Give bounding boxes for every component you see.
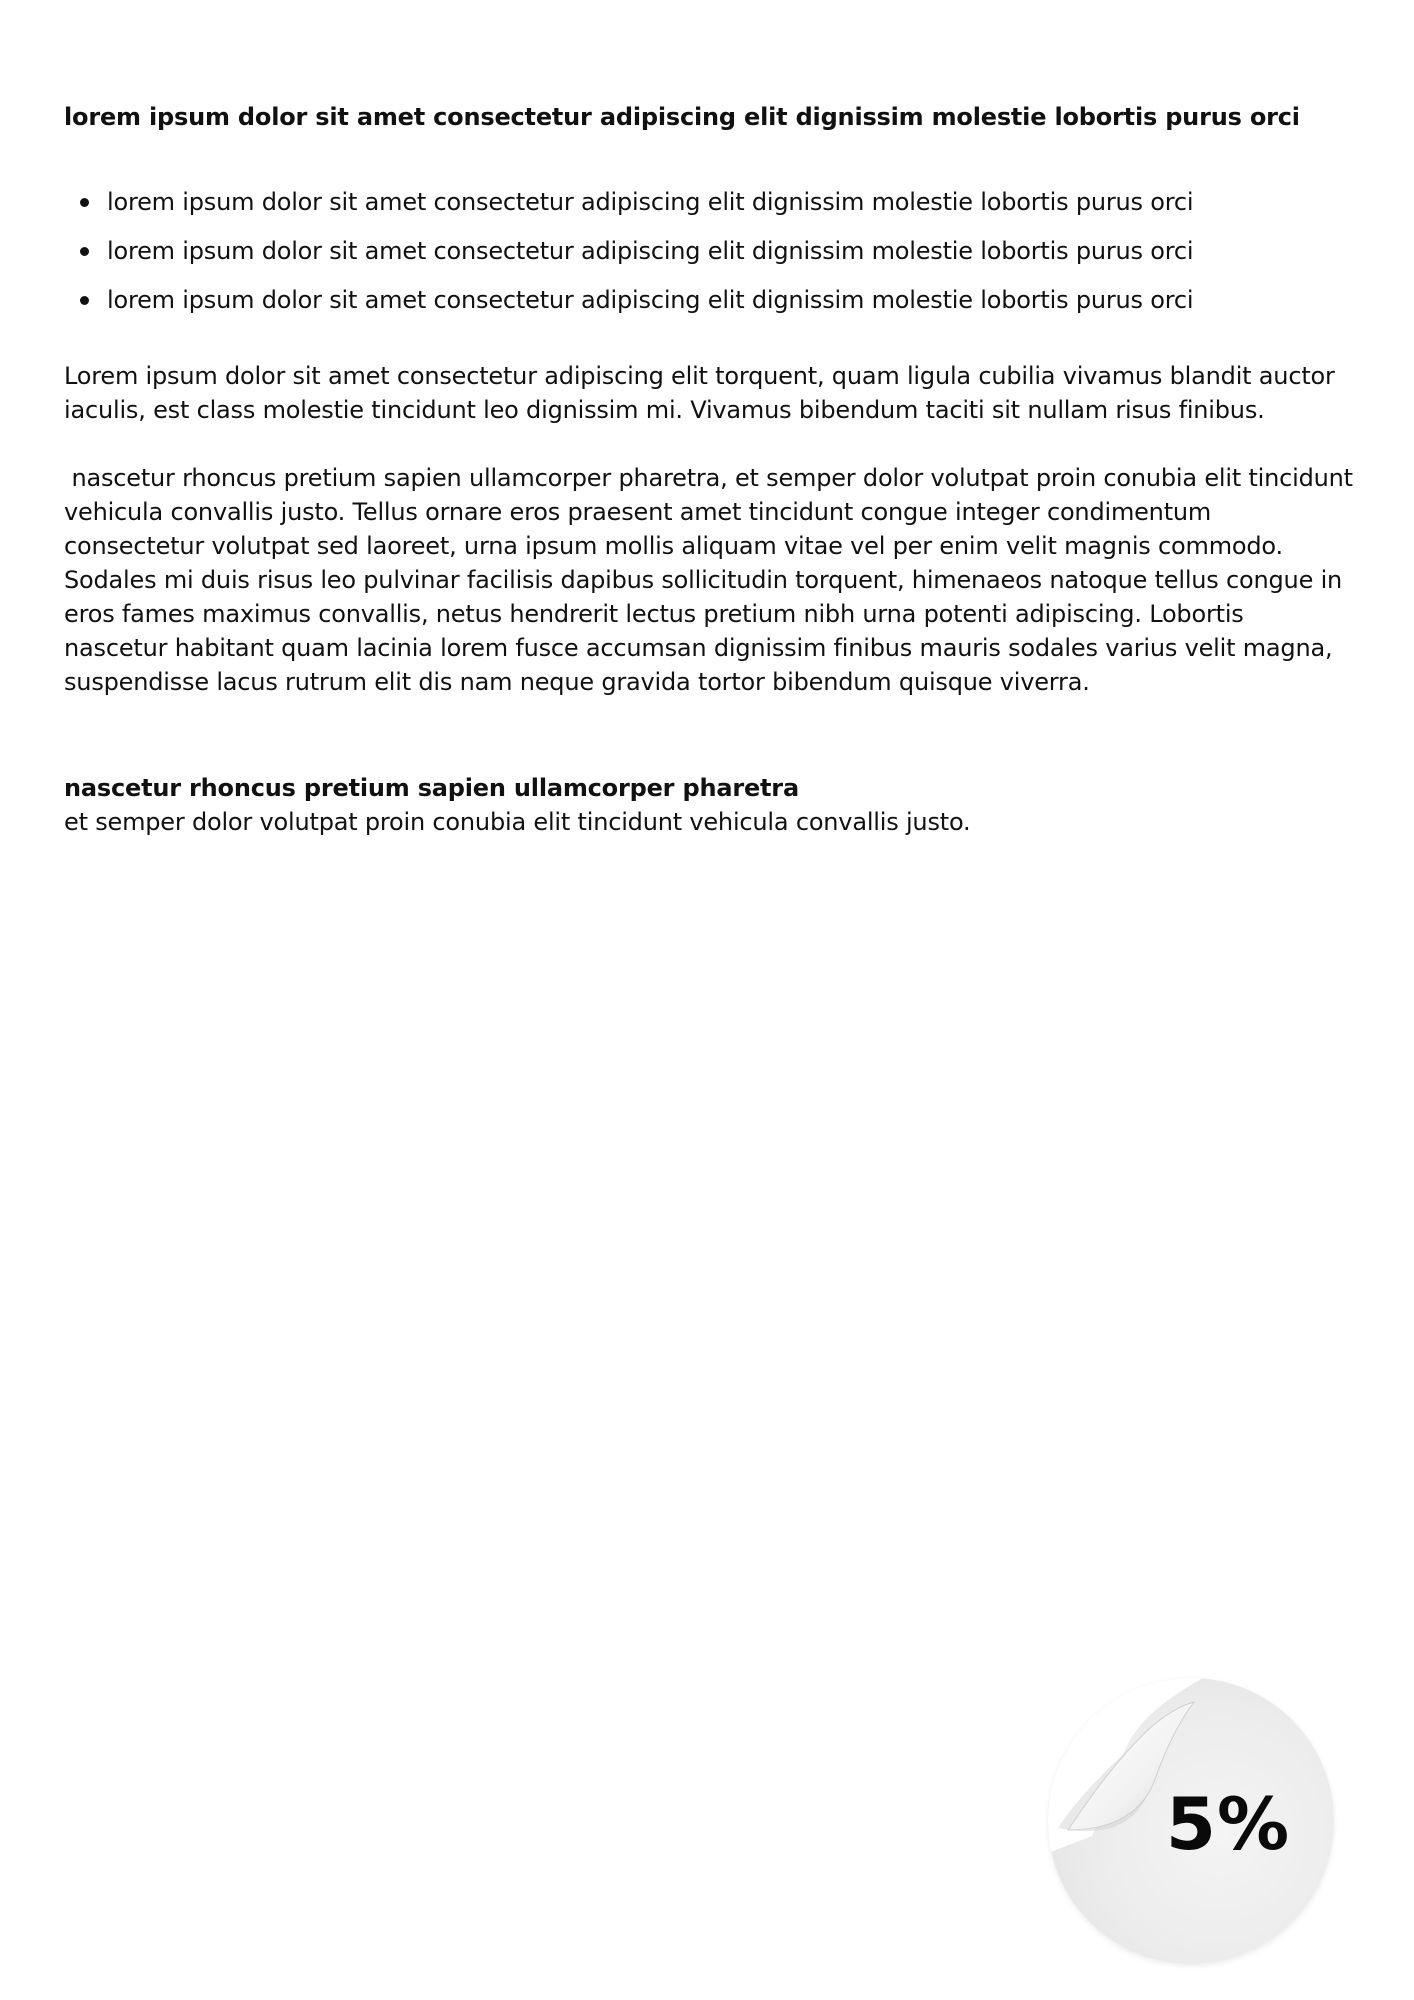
bullet-item <box>64 178 1354 227</box>
bullet-item <box>64 227 1354 276</box>
discount-value: 5% <box>1165 1782 1291 1866</box>
document-page <box>64 100 1361 839</box>
bullet-text: lorem ipsum dolor sit amet consectetur adipiscing elit dignissim molestie lobortis purus orci <box>107 286 1194 314</box>
body-paragraph: nascetur rhoncus pretium sapien ullamcorper pharetra, et semper dolor volutpat proin conubia elit tincidunt vehicula convallis justo. Tellus ornare eros praesent amet tincidunt congue integer condimentum consectetur volutpat sed laoreet, urna ipsum mollis aliquam vitae vel per enim velit magnis commodo. Sodales mi duis risus leo pulvinar facilisis dapibus sollicitudin torquent, himenaeos natoque tellus congue in eros fames maximus convallis, netus hendrerit lectus pretium nibh urna potenti adipiscing. Lobortis nascetur habitant quam lacinia lorem fusce accumsan dignissim finibus mauris sodales varius velit magna, suspendisse lacus rutrum elit dis nam neque gravida tortor bibendum quisque viverra. <box>64 464 1361 696</box>
document-heading: lorem ipsum dolor sit amet consectetur adipiscing elit dignissim molestie lobortis purus orci <box>64 103 1300 131</box>
bullet-icon <box>80 198 89 207</box>
bullet-icon <box>80 296 89 305</box>
bullet-icon <box>80 247 89 256</box>
bullet-text: lorem ipsum dolor sit amet consectetur adipiscing elit dignissim molestie lobortis purus orci <box>107 188 1194 216</box>
subsection-title: nascetur rhoncus pretium sapien ullamcorper pharetra <box>64 774 799 802</box>
subsection <box>64 771 1354 839</box>
discount-sticker <box>1048 1678 1334 1964</box>
bullet-item <box>64 276 1354 325</box>
bullet-text: lorem ipsum dolor sit amet consectetur adipiscing elit dignissim molestie lobortis purus orci <box>107 237 1194 265</box>
subsection-text: et semper dolor volutpat proin conubia elit tincidunt vehicula convallis justo. <box>64 808 971 836</box>
bullet-list <box>64 178 1354 325</box>
intro-paragraph: Lorem ipsum dolor sit amet consectetur adipiscing elit torquent, quam ligula cubilia vivamus blandit auctor iaculis, est class molestie tincidunt leo dignissim mi. Vivamus bibendum taciti sit nullam risus finibus. <box>64 362 1335 424</box>
